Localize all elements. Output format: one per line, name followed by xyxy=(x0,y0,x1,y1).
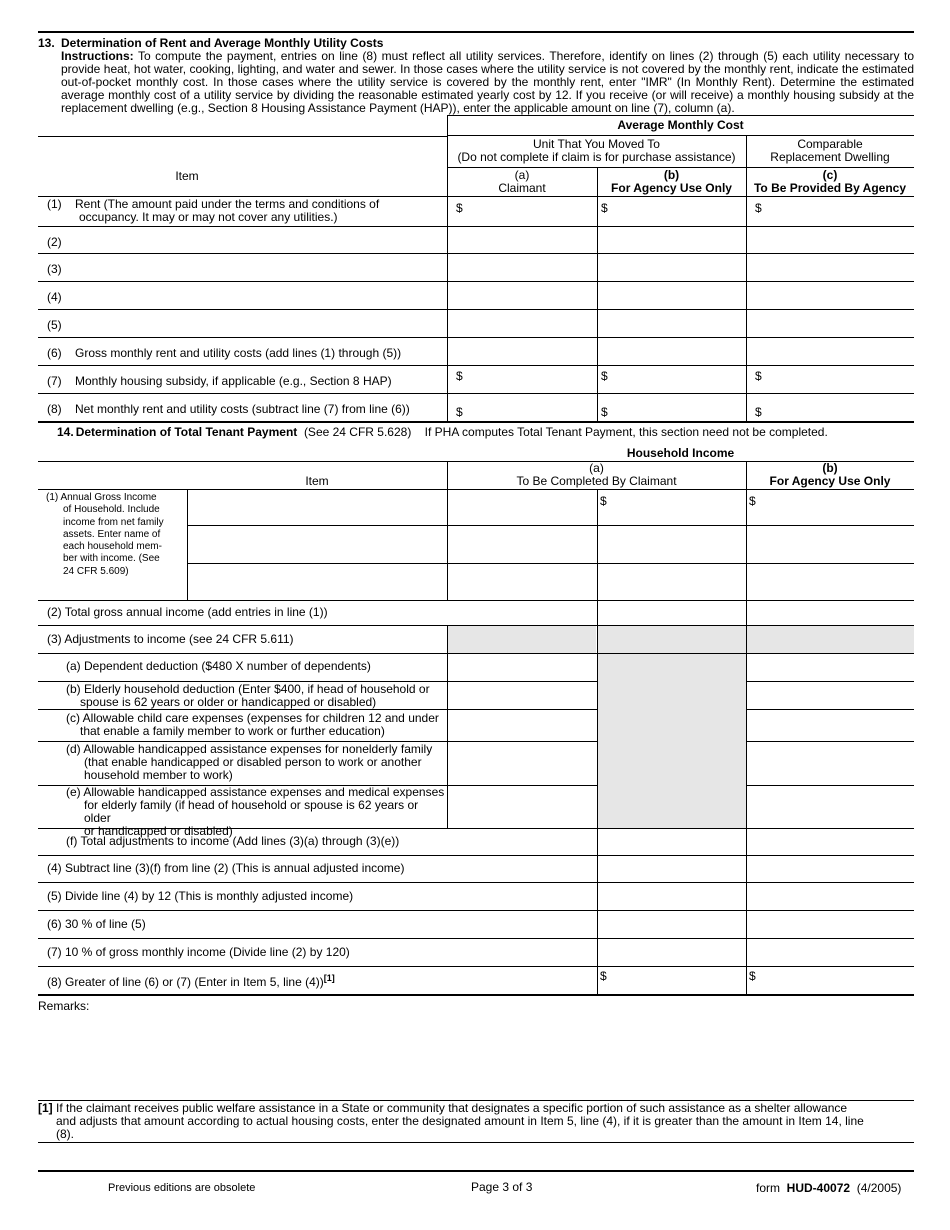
row13-1-num: (1) xyxy=(47,197,62,211)
dollar-sign: $ xyxy=(601,201,608,215)
dollar-sign: $ xyxy=(601,369,608,383)
household-income-header: Household Income xyxy=(626,446,735,460)
household-member-name-input[interactable] xyxy=(188,564,446,599)
dollar-sign: $ xyxy=(749,494,756,508)
dollar-sign: $ xyxy=(600,969,607,983)
dollar-sign: $ xyxy=(456,405,463,419)
row14-5-label: (5) Divide line (4) by 12 (This is monthly adjusted income) xyxy=(47,889,354,903)
row13-6-label: Gross monthly rent and utility costs (add lines (1) through (5)) xyxy=(75,346,402,360)
footnote: [1] If the claimant receives public welfare assistance in a State or community that designates a specific portion of such assistance as a shelter allowance and adjusts that amount according to actual housing costs, enter the designated amount in Item 5, line (4), if it is greater than the amount in Item 14, line (8). xyxy=(38,1101,864,1141)
row13-3-num: (3) xyxy=(47,262,62,276)
item-header-13: Item xyxy=(175,169,199,183)
row13-8-num: (8) xyxy=(47,402,62,416)
row13-6-num: (6) xyxy=(47,346,62,360)
shaded-cell xyxy=(598,654,746,828)
row14-3-label: (3) Adjustments to income (see 24 CFR 5.611) xyxy=(47,632,294,646)
avg-monthly-cost-header: Average Monthly Cost xyxy=(617,118,744,132)
dollar-sign: $ xyxy=(456,201,463,215)
row14-2-label: (2) Total gross annual income (add entries in line (1)) xyxy=(47,605,328,619)
row13-8-label: Net monthly rent and utility costs (subtract line (7) from line (6)) xyxy=(75,402,410,416)
dollar-sign: $ xyxy=(456,369,463,383)
hi-col-b-header: (b) For Agency Use Only xyxy=(769,461,891,488)
row14-7-label: (7) 10 % of gross monthly income (Divide line (2) by 120) xyxy=(47,945,350,959)
dollar-sign: $ xyxy=(749,969,756,983)
row14-1-label: (1) Annual Gross Income of Household. Include income from net family assets. Enter name of each household mem- ber with income. (See 24 CFR 5.609) xyxy=(46,492,164,577)
remarks-label: Remarks: xyxy=(38,999,90,1013)
row13-5-num: (5) xyxy=(47,318,62,332)
section-13-instructions: Instructions: To compute the payment, entries on line (8) must reflect all utility services. Therefore, identify on lines (2) through (5) each utility necessary to provide heat, hot water, cooking, lighting, and water and sewer. In those cases where the utility service is not covered by the monthly rent, indicate the estimated out-of-pocket monthly cost. In those cases where the utility service is covered by the monthly rent, enter "IMR" (In Monthly Rent). Determine the estimated average monthly cost of a utility service by dividing the reasonable estimated yearly cost by 12. If you receive (or will receive) a monthly housing subsidy at the replacement dwelling (e.g., Section 8 Housing Assistance Payment (HAP)), enter the applicable amount on line (7), column (a). xyxy=(61,50,914,115)
dollar-sign: $ xyxy=(600,494,607,508)
comparable-header: Comparable Replacement Dwelling xyxy=(770,137,890,164)
row13-1-claimant-input[interactable] xyxy=(448,197,596,225)
col-b-agency-header: (b) For Agency Use Only xyxy=(611,168,732,195)
hi-col-a-header: (a) To Be Completed By Claimant xyxy=(516,461,677,488)
top-rule xyxy=(38,31,914,33)
shaded-cell xyxy=(448,626,596,653)
shaded-cell xyxy=(747,626,914,653)
household-member-name-input[interactable] xyxy=(188,526,446,562)
row13-1-agency-input[interactable] xyxy=(747,197,913,225)
row14-3c-label: (c) Allowable child care expenses (expenses for children 12 and under that enable a family member to work or further education) xyxy=(66,711,439,738)
section-13-title: Determination of Rent and Average Monthly Utility Costs xyxy=(61,36,384,50)
row14-3a-label: (a) Dependent deduction ($480 X number of dependents) xyxy=(66,659,371,673)
row14-3b-label: (b) Elderly household deduction (Enter $400, if head of household or spouse is 62 years or older or handicapped or disabled) xyxy=(66,682,430,709)
row13-4-num: (4) xyxy=(47,290,62,304)
dollar-sign: $ xyxy=(601,405,608,419)
row14-6-label: (6) 30 % of line (5) xyxy=(47,917,146,931)
col-c-provided-header: (c) To Be Provided By Agency xyxy=(753,168,907,195)
household-member-name-input[interactable] xyxy=(188,490,446,524)
row14-3d-label: (d) Allowable handicapped assistance expenses for nonelderly family (that enable handicapped or disabled person to work or another household member to work) xyxy=(66,742,433,782)
row14-8-label: (8) Greater of line (6) or (7) (Enter in Item 5, line (4))[1] xyxy=(47,973,335,989)
page-number: Page 3 of 3 xyxy=(471,1180,533,1194)
dollar-sign: $ xyxy=(755,405,762,419)
item-header-14: Item xyxy=(305,474,329,488)
shaded-cell xyxy=(598,626,746,653)
row13-7-num: (7) xyxy=(47,374,62,388)
obsolete-note: Previous editions are obsolete xyxy=(108,1182,256,1194)
section-14-header-line: 14. Determination of Total Tenant Payment (See 24 CFR 5.628) If PHA computes Total Tenant Payment, this section need not be completed. xyxy=(57,425,828,439)
row13-1-label: Rent (The amount paid under the terms and conditions of occupancy. It may or may not cover any utilities.) xyxy=(75,197,380,224)
remarks-input[interactable] xyxy=(38,1014,914,1098)
row13-7-label: Monthly housing subsidy, if applicable (e.g., Section 8 HAP) xyxy=(75,374,392,388)
row14-4-label: (4) Subtract line (3)(f) from line (2) (This is annual adjusted income) xyxy=(47,861,405,875)
dollar-sign: $ xyxy=(755,369,762,383)
row14-3f-label: (f) Total adjustments to income (Add lines (3)(a) through (3)(e)) xyxy=(66,834,400,848)
dollar-sign: $ xyxy=(755,201,762,215)
col-a-claimant-header: (a) Claimant xyxy=(498,168,546,195)
section-13-number: 13. xyxy=(38,36,55,50)
row14-3e-label: (e) Allowable handicapped assistance expenses and medical expenses for elderly family (if head of household or spouse is 62 years or older or handicapped or disabled) xyxy=(66,785,445,838)
unit-moved-header: Unit That You Moved To (Do not complete if claim is for purchase assistance) xyxy=(457,137,736,164)
row13-2-num: (2) xyxy=(47,235,62,249)
form-id: form HUD-40072 (4/2005) xyxy=(756,1181,902,1195)
